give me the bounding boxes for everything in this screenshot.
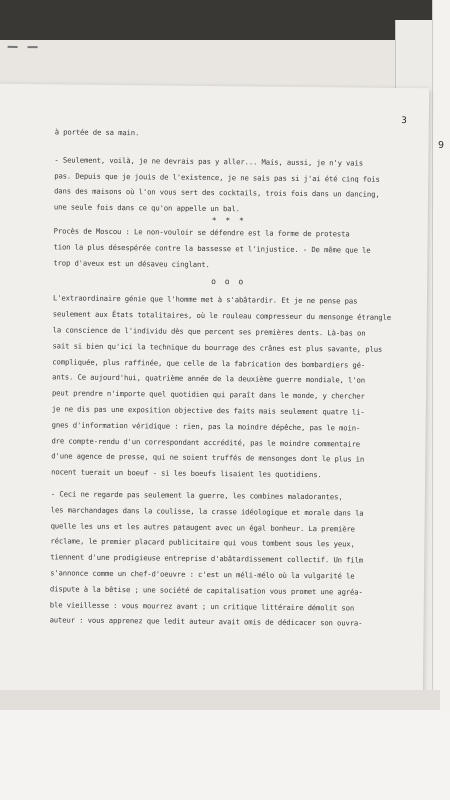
- side-page-number: 9: [438, 140, 445, 151]
- separator-stars: * * *: [211, 215, 246, 226]
- text-line: tion la plus désespérée contre la bassesse et l'injustice. - De même que le: [53, 242, 371, 255]
- separator-circles: o o o: [211, 277, 246, 287]
- text-line: pas. Depuis que je jouis de l'existence, je ne sais pas si j'ai été cinq fois: [54, 170, 380, 184]
- text-line: peut prendre n'importe quel quotidien qui paraît dans le monde, y chercher: [51, 388, 365, 401]
- text-line: - Ceci ne regarde pas seulement la guerre, les combines maladorantes,: [50, 489, 343, 502]
- text-line: une seule fois dans ce qu'on appelle un bal.: [53, 202, 240, 214]
- page-stack-edge: [432, 0, 450, 760]
- text-line: seulement aux États totalitaires, où le rouleau compresseur du mensonge étrangle: [52, 309, 392, 323]
- text-line: les marchandages dans la coulisse, la crasse idéologique et morale dans la: [50, 505, 364, 518]
- text-line: quelle les uns et les autres pataugent avec un égal bonheur. La première: [50, 520, 356, 534]
- text-line: - Seulement, voilà, je ne devrais pas y aller... Mais, aussi, je n'y vais: [54, 155, 364, 168]
- page-number: 3: [401, 115, 407, 127]
- text-line: gnes d'information véridique : rien, pas la moindre dépêche, pas le moin-: [51, 420, 361, 433]
- text-line: compliquée, plus raffinée, que celle de la fabrication des bombardiers gé-: [52, 356, 366, 370]
- text-line: Procès de Moscou : Le non-vouloir se défendre est la forme de protesta: [53, 226, 350, 239]
- page-body: [50, 124, 395, 632]
- punch-mark: [8, 46, 18, 48]
- text-line: d'une agence de presse, qui ne soient truffés de mensonges dont le plus in: [51, 451, 365, 464]
- typewritten-page: [0, 84, 429, 700]
- text-line: ble vieillesse : vous mourrez avant ; un critique littéraire démolit son: [49, 599, 355, 613]
- text-line: à portée de sa main.: [54, 127, 140, 138]
- text-line: je ne dis pas une exposition objective des faits mais seulement quatre li-: [51, 404, 365, 417]
- text-line: nocent tuerait un boeuf - si les boeufs lisaient les quotidiens.: [51, 467, 322, 480]
- desk-surface: [0, 710, 450, 800]
- text-line: dispute à la bêtise ; une société de capitalisation vous promet une agréa-: [49, 584, 363, 597]
- text-line: auteur : vous apprenez que ledit auteur avait omis de dédicacer son ouvra-: [49, 615, 363, 628]
- text-line: sait si bien qu'ici la technique du bourrage des crânes est plus savante, plus: [52, 341, 383, 354]
- text-line: dre compte-rendu d'un correspondant accrédité, pas le moindre commentaire: [51, 435, 361, 449]
- text-line: la conscience de l'individu dès que percent ses premières dents. Là-bas on: [52, 325, 366, 338]
- text-line: réclame, le premier placard publicitaire qui vous tombent sous les yeux,: [50, 536, 355, 549]
- text-line: ants. Ce aujourd'hui, quatrième année de la deuxième guerre mondiale, l'on: [52, 372, 366, 385]
- text-line: trop d'aveux est un désaveu cinglant.: [53, 257, 210, 269]
- text-line: tiennent d'une prodigieuse entreprise d'abâtardissement collectif. Un film: [50, 552, 364, 565]
- text-line: L'extraordinaire génie que l'homme met à s'abâtardir. Et je ne pense pas: [52, 293, 358, 306]
- punch-mark: [28, 46, 38, 48]
- text-line: s'annonce comme un chef-d'oeuvre : c'est un méli-mélo où la vulgarité le: [50, 568, 355, 581]
- text-line: dans des maisons où l'on vous sert des cocktails, trois fois dans un dancing,: [54, 186, 380, 200]
